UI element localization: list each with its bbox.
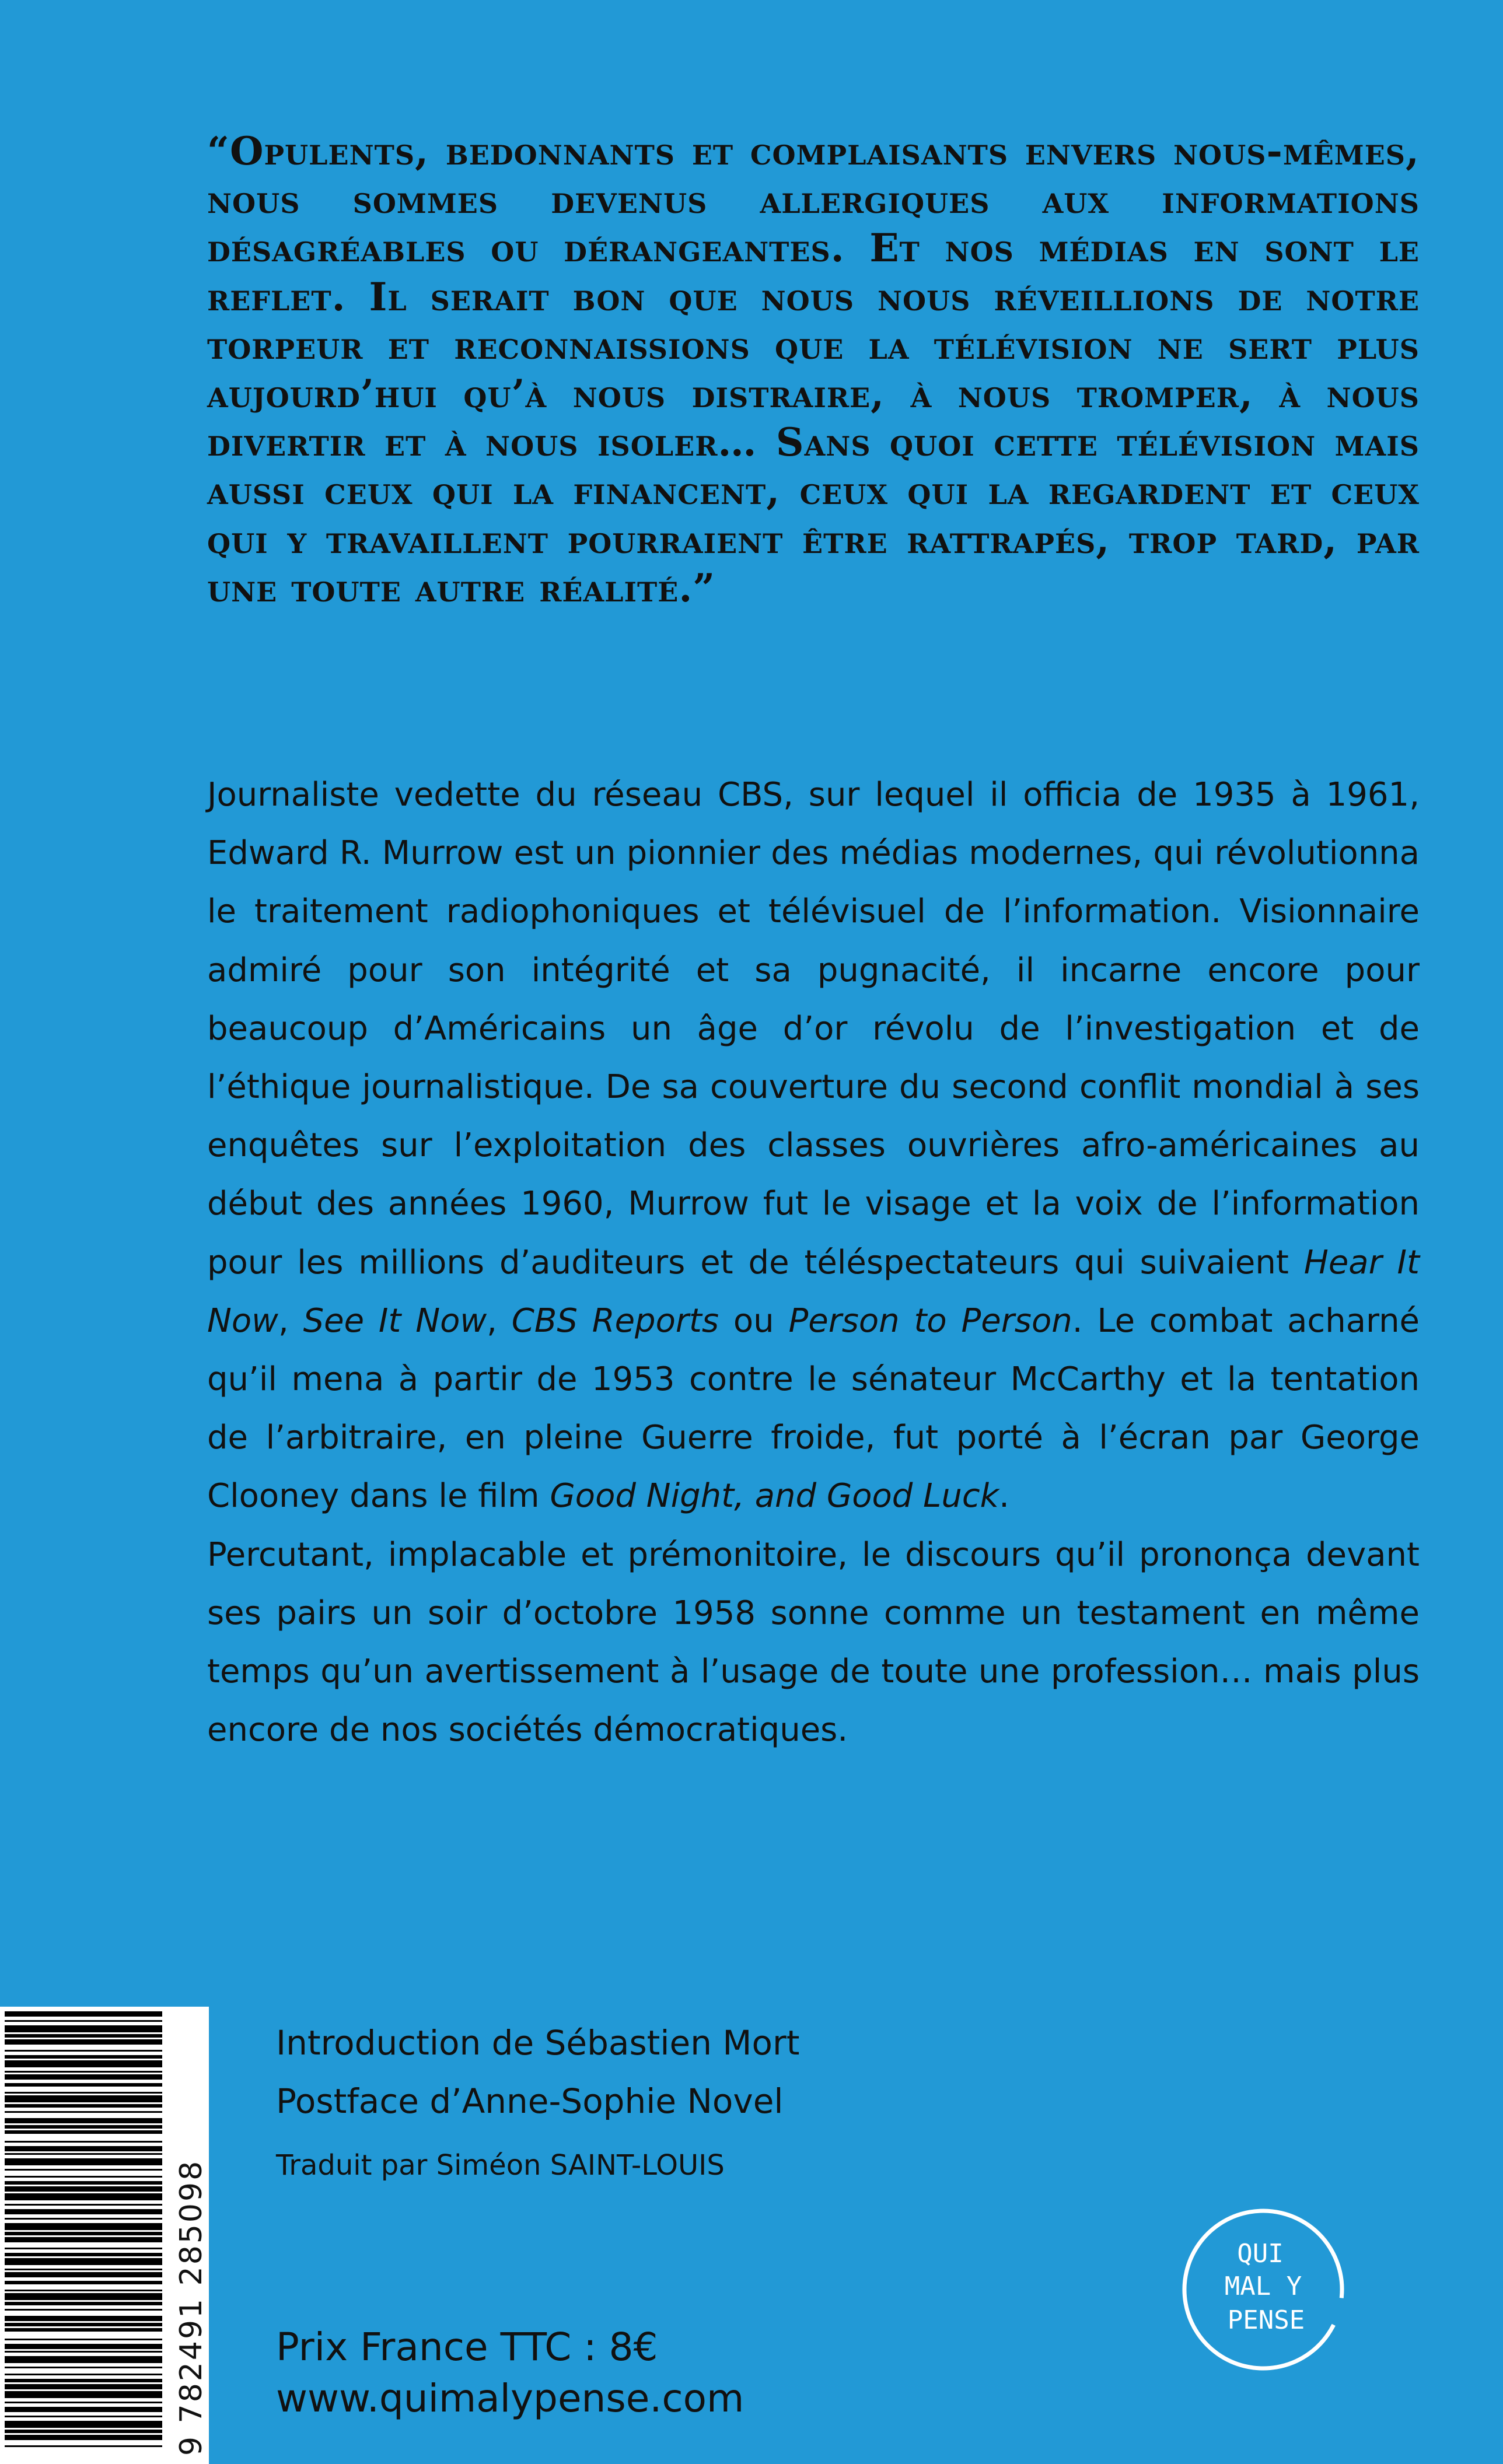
credits [276,2014,800,2186]
barcode-bar [5,2237,162,2242]
postface-credit: Postface d’Anne-Sophie Novel [276,2081,784,2121]
price: Prix France TTC : 8€ [276,2325,658,2370]
barcode-number: 9 782491 285098 [174,2159,209,2456]
barcode-bar [5,2074,162,2080]
barcode-bar [5,2269,162,2270]
logo-text-line-2: MAL Y [1224,2272,1302,2301]
barcode-bar [5,2407,162,2412]
barcode-bar [5,2111,162,2113]
barcode-bar [5,2130,162,2134]
barcode-bar [5,2344,162,2349]
biography-text: Journaliste vedette du réseau CBS, sur lequel il officia de 1935 à 1961, Edward R. Murrow est un pionnier des médias modernes, qui révolutionna le traitement radiophoniques et télévisuel de l’information. Visionnaire admiré pour son intégrité et sa pugnacité, il incarne encore pour beaucoup d’Américains un âge d’or révolu de l’investigation et de l’éthique journalistique. De sa couverture du second conflit mondial à ses enquêtes sur l’exploitation des classes ouvrières afro-américaines au début des années 1960, Murrow fut le visage et la voix de l’information pour les millions d’auditeurs et de téléspectateurs qui suivaient [207,776,1420,1282]
publisher-logo [1173,2199,1354,2380]
biography-text: . [999,1477,1009,1516]
barcode-bar [5,2223,162,2230]
translator-credit: Traduit par Siméon SAINT-LOUIS [276,2149,725,2182]
website: www.quimalypense.com [276,2376,744,2421]
barcode-bar [5,2193,162,2200]
barcode-bar [5,2323,162,2326]
barcode-bar [5,2445,162,2447]
separator: , [487,1301,512,1340]
barcode-bar [5,2011,162,2017]
barcode-bar [5,2435,162,2440]
show-title-person-to-person: Person to Person [788,1301,1072,1340]
price-and-website [276,2322,744,2424]
barcode-bar [5,2391,162,2398]
barcode-bar [5,2430,162,2433]
barcode-bar [5,2290,162,2291]
barcode-bar [5,2367,162,2368]
barcode-bar [5,2421,162,2428]
barcode-bar [5,2258,162,2265]
barcode-bar [5,2118,162,2123]
biography-text: . Le combat acharné qu’il mena à partir de 1953 contre le sénateur McCarthy et la tentation de l’arbitraire, en pleine Guerre froide, fut porté à l’écran par George Clooney dans le film [207,1301,1420,1516]
barcode-bar [5,2039,162,2045]
barcode-bar [5,2281,162,2284]
barcode-bar [5,2186,162,2192]
barcode-bars [5,2011,162,2447]
barcode-bar [5,2176,162,2178]
barcode-bar [5,2339,162,2340]
barcode-bar [5,2060,162,2067]
barcode-bar [5,2384,162,2389]
barcode-bar [5,2309,162,2311]
barcode-bar [5,2153,162,2155]
biography-paragraph-1 [207,766,1420,1526]
barcode-bar [5,2204,162,2206]
barcode-bar [5,2169,162,2171]
barcode-bar [5,2158,162,2165]
barcode-bar [5,2025,162,2032]
show-title-cbs-reports: CBS Reports [511,1301,719,1340]
barcode-bar [5,2020,162,2022]
introduction-credit: Introduction de Sébastien Mort [276,2023,800,2063]
logo-text-line-1: QUI [1237,2239,1284,2269]
biography-text: ou [719,1301,789,1340]
barcode-bar [5,2272,162,2277]
barcode-bar [5,2351,162,2353]
show-title-hear-it-now: Hear It Now [207,1243,1420,1340]
barcode-bar [5,2209,162,2214]
barcode-bar [5,2146,162,2151]
barcode-bar [5,2253,162,2256]
barcode-bar [5,2248,162,2249]
barcode-bar [5,2402,162,2403]
barcode-bar [5,2104,162,2108]
barcode-bar [5,2293,162,2300]
barcode-bar [5,2125,162,2129]
barcode-bar [5,2055,162,2059]
show-title-see-it-now: See It Now [303,1301,487,1340]
barcode-bar [5,2218,162,2220]
barcode-bar [5,2302,162,2305]
barcode-bar [5,2374,162,2375]
barcode-bar [5,2050,162,2052]
barcode-bar [5,2232,162,2235]
logo-text-line-3: PENSE [1227,2305,1305,2335]
barcode-bar [5,2095,162,2102]
barcode-bar [5,2181,162,2185]
author-biography [207,766,1420,1759]
film-title: Good Night, and Good Luck [550,1477,999,1516]
barcode-bar [5,2328,162,2332]
barcode-bar [5,2316,162,2321]
back-cover-quote: “Opulents, bedonnants et complaisants envers nous-mêmes, nous sommes devenus allergiques aux informations désagréables ou dérangeantes. Et nos médias en sont le reflet. Il serait bon que nous nous réveillions de notre torpeur et reconnaissions que la télévision ne sert plus aujourd’hui qu’à nous distraire, à nous tromper, à nous divertir et à nous isoler… Sans quoi cette télévision mais aussi ceux qui la financent, ceux qui la regardent et ceux qui y travaillent pourraient être rattrapés, trop tard, par une toute autre réalité.” [207,128,1420,611]
barcode-bar [5,2092,162,2094]
barcode-bar [5,2356,162,2363]
barcode-bar [5,2071,162,2073]
barcode [0,2007,209,2464]
barcode-bar [5,2416,162,2417]
barcode-bar [5,2379,162,2382]
biography-paragraph-2: Percutant, implacable et prémonitoire, le discours qu’il prononça devant ses pairs un soir d’octobre 1958 sonne comme un testament en même temps qu’un avertissement à l’usage de toute une profession… mais plus encore de nos sociétés démocratiques. [207,1535,1420,1749]
separator: , [278,1301,303,1340]
barcode-bar [5,2034,162,2038]
barcode-bar [5,2083,162,2087]
barcode-bar [5,2141,162,2143]
